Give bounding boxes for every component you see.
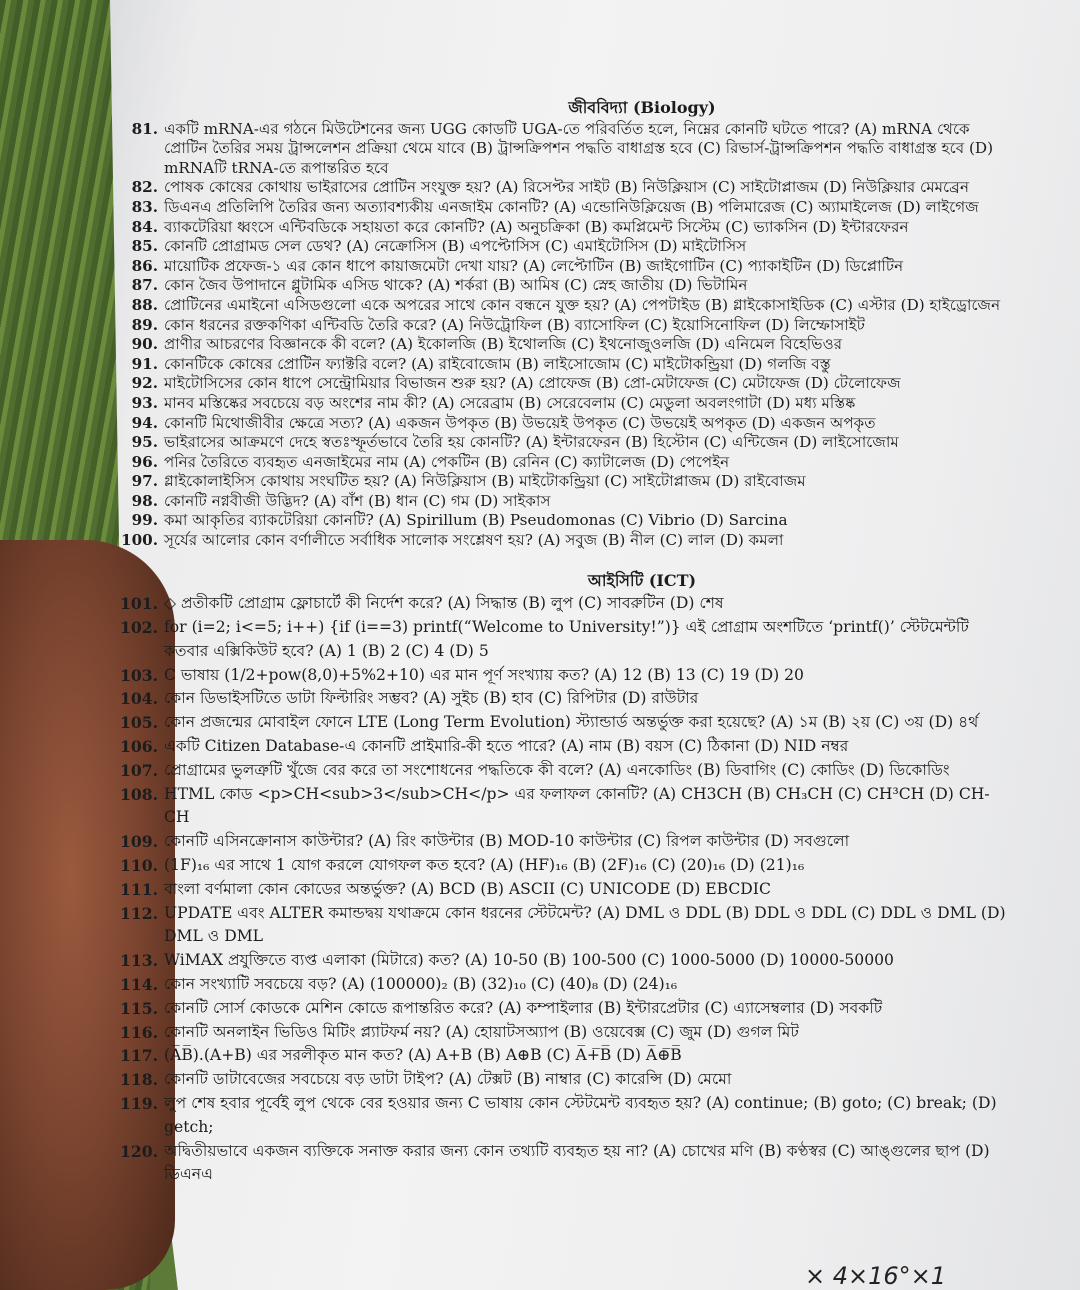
question-number: 115. xyxy=(120,998,158,1018)
question-number: 103. xyxy=(120,665,158,685)
question-text: কোন সংখ্যাটি সবচেয়ে বড়? (A) (100000)₂ (B) (32)₁₀ (C) (40)₈ (D) (24)₁₆ xyxy=(164,975,678,993)
question-number: 100. xyxy=(121,531,158,550)
question-content xyxy=(112,98,1012,1187)
question-text: মায়োটিক প্রফেজ-১ এর কোন ধাপে কায়াজমেটা দেখা যায়? (A) লেপ্টোটিন (B) জাইগোটিন (C) প্যাকাইটিন (D) ডিপ্লোটিন xyxy=(164,256,904,275)
question-item xyxy=(112,374,1012,394)
question-number: 109. xyxy=(120,832,158,852)
question-text: কোনটি সোর্স কোডকে মেশিন কোডে রূপান্তরিত করে? (A) কম্পাইলার (B) ইন্টারপ্রেটার (C) এ্যাসেম্বলার (D) সবকটি xyxy=(164,998,883,1017)
question-number: 84. xyxy=(131,217,158,236)
question-text: for (i=2; i<=5; i++) {if (i==3) printf(“Welcome to University!”)} এই প্রোগ্রাম অংশটিতে ‘printf()’ স্টেটমেন্টটি কতবার এক্সিকিউট হবে? (A) 1 (B) 2 (C) 4 (D) 5 xyxy=(164,618,969,660)
question-item xyxy=(112,198,1012,218)
question-text: কোনটি অনলাইন ভিডিও মিটিং প্ল্যাটফর্ম নয়? (A) হোয়াটসঅ্যাপ (B) ওয়েবেক্স (C) জুম (D) গুগল মিট xyxy=(164,1022,799,1041)
question-number: 91. xyxy=(131,354,158,373)
question-text: অদ্বিতীয়ভাবে একজন ব্যক্তিকে সনাক্ত করার জন্য কোন তথ্যটি ব্যবহৃত হয় না? (A) চোখের মণি (B) কণ্ঠস্বর (C) আঙ্গুলের ছাপ (D) ডিএনএ xyxy=(164,1141,990,1184)
question-text: কোনটি মিথোজীবীর ক্ষেত্রে সত্য? (A) একজন উপকৃত (B) উভয়েই উপকৃত (C) উভয়েই অপকৃত (D) একজন অপকৃত xyxy=(164,413,876,432)
question-item xyxy=(112,664,1012,688)
question-text: লুপ শেষ হবার পূর্বেই লুপ থেকে বের হওয়ার জন্য C ভাষায় কোন স্টেটমেন্ট ব্যবহৃত হয়? (A) continue; (B) goto; (C) break; (D) getch; xyxy=(164,1093,997,1136)
question-text: ব্যাকটেরিয়া ধ্বংসে এন্টিবডিকে সহায়তা করে কোনটি? (A) অনুচক্রিকা (B) কমপ্লিমেন্ট সিস্টেম (C) ভ্যাকসিন (D) ইন্টারফেরন xyxy=(164,217,909,236)
question-item xyxy=(112,316,1012,336)
question-number: 101. xyxy=(120,594,158,614)
question-text: কোনটি ডাটাবেজের সবচেয়ে বড় ডাটা টাইপ? (A) টেক্সট (B) নাম্বার (C) কারেন্সি (D) মেমো xyxy=(164,1070,732,1089)
biology-question-list xyxy=(112,120,1012,551)
question-number: 107. xyxy=(120,760,158,780)
question-item xyxy=(112,257,1012,277)
question-item xyxy=(112,973,1012,997)
question-text: সূর্যের আলোর কোন বর্ণালীতে সর্বাধিক সালোক সংশ্লেষণ হয়? (A) সবুজ (B) নীল (C) লাল (D) কমলা xyxy=(164,531,784,550)
question-number: 110. xyxy=(120,856,158,876)
ict-section-title: আইসিটি (ICT) xyxy=(587,570,697,590)
question-number: 94. xyxy=(131,413,158,432)
question-number: 81. xyxy=(131,119,158,138)
question-item xyxy=(112,1068,1012,1092)
question-number: 119. xyxy=(120,1093,158,1113)
question-text: C ভাষায় (1/2+pow(8,0)+5%2+10) এর মান পূর্ণ সংখ্যায় কত? (A) 12 (B) 13 (C) 19 (D) 20 xyxy=(164,665,804,684)
question-text: ◇ প্রতীকটি প্রোগ্রাম ফ্লোচার্টে কী নির্দেশ করে? (A) সিদ্ধান্ত (B) লুপ (C) সাবরুটিন (D) শেষ xyxy=(164,594,724,613)
question-text: কোনটিকে কোষের প্রোটিন ফ্যাক্টরি বলে? (A) রাইবোজোম (B) লাইসোজোম (C) মাইটোকন্ড্রিয়া (D) গলজি বস্তু xyxy=(164,354,831,373)
question-number: 108. xyxy=(120,784,158,804)
question-number: 83. xyxy=(131,197,158,216)
question-text: কোন জৈব উপাদানে গ্লুটামিক এসিড থাকে? (A) শর্করা (B) আমিষ (C) স্নেহ জাতীয় (D) ভিটামিন xyxy=(164,276,748,295)
question-number: 105. xyxy=(120,713,158,733)
question-number: 98. xyxy=(131,491,158,510)
question-item xyxy=(112,878,1012,902)
question-text: পোষক কোষের কোথায় ভাইরাসের প্রোটিন সংযুক্ত হয়? (A) রিসেপ্টর সাইট (B) নিউক্লিয়াস (C) সাইটোপ্লাজম (D) নিউক্লিয়ার মেমব্রেন xyxy=(164,178,970,197)
question-text: UPDATE এবং ALTER কমান্ডদ্বয় যথাক্রমে কোন ধরনের স্টেটমেন্ট? (A) DML ও DDL (B) DDL ও DDL (C) DDL ও DML (D) DML ও DML xyxy=(164,903,1006,946)
question-item xyxy=(112,511,1012,531)
question-number: 90. xyxy=(131,335,158,354)
question-number: 93. xyxy=(131,393,158,412)
ict-question-list xyxy=(112,592,1012,1187)
question-item xyxy=(112,1140,1012,1188)
question-item xyxy=(112,394,1012,414)
question-number: 117. xyxy=(120,1046,158,1066)
question-text: একটি Citizen Database-এ কোনটি প্রাইমারি-কী হতে পারে? (A) নাম (B) বয়স (C) ঠিকানা (D) NID নম্বর xyxy=(164,737,849,756)
question-text: মাইটোসিসের কোন ধাপে সেন্ট্রোমিয়ার বিভাজন শুরু হয়? (A) প্রোফেজ (B) প্রো-মেটাফেজ (C) মেটাফেজ (D) টেলোফেজ xyxy=(164,374,901,393)
question-number: 99. xyxy=(131,511,158,530)
question-number: 113. xyxy=(120,951,158,971)
question-number: 118. xyxy=(120,1070,158,1090)
question-number: 120. xyxy=(120,1141,158,1161)
question-text: কোনটি নগ্নবীজী উদ্ভিদ? (A) বাঁশ (B) ধান (C) গম (D) সাইকাস xyxy=(164,491,551,510)
question-item xyxy=(112,997,1012,1021)
question-text: কমা আকৃতির ব্যাকটেরিয়া কোনটি? (A) Spirillum (B) Pseudomonas (C) Vibrio (D) Sarcina xyxy=(164,511,788,530)
question-item xyxy=(112,433,1012,453)
question-number: 97. xyxy=(131,472,158,491)
question-number: 111. xyxy=(120,879,158,899)
question-text: প্রাণীর আচরণের বিজ্ঞানকে কী বলে? (A) ইকোলজি (B) ইথোলজি (C) ইথনোজুওলজি (D) এনিমেল বিহেভিওর xyxy=(164,335,843,354)
question-item xyxy=(112,1092,1012,1140)
question-item xyxy=(112,355,1012,375)
question-item xyxy=(112,178,1012,198)
question-number: 86. xyxy=(131,256,158,275)
question-number: 96. xyxy=(131,452,158,471)
question-item xyxy=(112,414,1012,434)
question-number: 82. xyxy=(131,178,158,197)
question-item xyxy=(112,735,1012,759)
question-item xyxy=(112,949,1012,973)
question-text: পনির তৈরিতে ব্যবহৃত এনজাইমের নাম (A) পেকটিন (B) রেনিন (C) ক্যাটালেজ (D) পেপেইন xyxy=(164,452,730,471)
question-number: 85. xyxy=(131,237,158,256)
question-item xyxy=(112,687,1012,711)
question-number: 106. xyxy=(120,737,158,757)
question-text: ডিএনএ প্রতিলিপি তৈরির জন্য অত্যাবশ্যকীয় এনজাইম কোনটি? (A) এন্ডোনিউক্লিয়েজ (B) পলিমারেজ (C) অ্যামাইলেজ (D) লাইগেজ xyxy=(164,197,979,216)
question-text: কোনটি এসিনক্রোনাস কাউন্টার? (A) রিং কাউন্টার (B) MOD-10 কাউন্টার (C) রিপল কাউন্টার (D) সবগুলো xyxy=(164,832,850,851)
question-text: (1F)₁₆ এর সাথে 1 যোগ করলে যোগফল কত হবে? (A) (HF)₁₆ (B) (2F)₁₆ (C) (20)₁₆ (D) (21)₁₆ xyxy=(164,856,805,875)
question-item xyxy=(112,1044,1012,1068)
question-item xyxy=(112,453,1012,473)
question-item xyxy=(112,759,1012,783)
question-item xyxy=(112,120,1012,179)
question-number: 88. xyxy=(131,295,158,314)
question-item xyxy=(112,783,1012,831)
question-item xyxy=(112,492,1012,512)
question-text: কোন প্রজন্মের মোবাইল ফোনে LTE (Long Term Evolution) স্ট্যান্ডার্ড অন্তর্ভুক্ত করা হয়েছে? (A) ১ম (B) ২য় (C) ৩য় (D) ৪র্থ xyxy=(164,713,979,732)
question-item xyxy=(112,854,1012,878)
question-number: 95. xyxy=(131,433,158,452)
question-number: 114. xyxy=(120,975,158,994)
handwritten-scribble: × 4×16°×1 xyxy=(805,1262,947,1290)
question-item xyxy=(112,1021,1012,1045)
question-number: 112. xyxy=(120,903,158,923)
biology-section-title: জীববিদ্যা (Biology) xyxy=(568,98,716,117)
question-item xyxy=(112,296,1012,316)
question-item xyxy=(112,616,1012,664)
question-text: ভাইরাসের আক্রমণে দেহে স্বতঃস্ফূর্তভাবে তৈরি হয় কোনটি? (A) ইন্টারফেরন (B) হিস্টোন (C) এন্টিজেন (D) লাইসোজোম xyxy=(164,433,899,452)
question-item xyxy=(112,335,1012,355)
question-text: প্রোগ্রামের ভুলত্রুটি খুঁজে বের করে তা সংশোধনের পদ্ধতিকে কী বলে? (A) এনকোডিং (B) ডিবাগিং (C) কোডিং (D) ডিকোডিং xyxy=(164,760,950,779)
question-number: 87. xyxy=(131,276,158,295)
question-text: কোন ধরনের রক্তকণিকা এন্টিবডি তৈরি করে? (A) নিউট্রোফিল (B) ব্যাসোফিল (C) ইয়োসিনোফিল (D) লিম্ফোসাইট xyxy=(164,315,865,334)
question-text: বাংলা বর্ণমালা কোন কোডের অন্তর্ভুক্ত? (A) BCD (B) ASCII (C) UNICODE (D) EBCDIC xyxy=(164,879,771,898)
question-text: WiMAX প্রযুক্তিতে ব্যপ্ত এলাকা (মিটারে) কত? (A) 10-50 (B) 100-500 (C) 1000-5000 (D) 10000-50000 xyxy=(164,951,894,970)
question-number: 104. xyxy=(120,689,158,709)
question-item xyxy=(112,531,1012,551)
question-text: মানব মস্তিষ্কের সবচেয়ে বড় অংশের নাম কী? (A) সেরেব্রাম (B) সেরেবেলাম (C) মেডুলা অবলংগাটা (D) মধ্য মস্তিষ্ক xyxy=(164,393,856,412)
question-number: 92. xyxy=(131,374,158,393)
question-text: কোনটি প্রোগ্রামড সেল ডেথ? (A) নেক্রোসিস (B) এপপ্টোসিস (C) এমাইটোসিস (D) মাইটোসিস xyxy=(164,237,747,256)
question-number: 89. xyxy=(131,315,158,334)
question-item xyxy=(112,902,1012,950)
question-item xyxy=(112,276,1012,296)
question-text: HTML কোড <p>CH<sub>3</sub>CH</p> এর ফলাফল কোনটি? (A) CH3CH (B) CH₃CH (C) CH³CH (D) CH-CH xyxy=(164,784,990,827)
question-item xyxy=(112,592,1012,616)
question-text: কোন ডিভাইসটিতে ডাটা ফিল্টারিং সম্ভব? (A) সুইচ (B) হাব (C) রিপিটার (D) রাউটার xyxy=(164,689,699,708)
question-number: 116. xyxy=(120,1022,158,1042)
question-text: একটি mRNA-এর গঠনে মিউটেশনের জন্য UGG কোডটি UGA-তে পরিবর্তিত হলে, নিম্নের কোনটি ঘটতে পারে? (A) mRNA থেকে প্রোটিন তৈরির সময় ট্রান্সলেশন প্রক্রিয়া থেমে যাবে (B) ট্রান্সক্রিপশন পদ্ধতি বাধাগ্রস্ত হবে (C) রিভার্স-ট্রান্সক্রিপশন পদ্ধতি বাধাগ্রস্ত হবে (D) mRNAটি tRNA-তে রূপান্তরিত হবে xyxy=(164,119,994,177)
question-text: প্রোটিনের এমাইনো এসিডগুলো একে অপরের সাথে কোন বন্ধনে যুক্ত হয়? (A) পেপটাইড (B) গ্লাইকোসাইডিক (C) এস্টার (D) হাইড্রোজেন xyxy=(164,295,1001,314)
question-item xyxy=(112,472,1012,492)
question-item xyxy=(112,237,1012,257)
question-item xyxy=(112,711,1012,735)
question-item xyxy=(112,830,1012,854)
question-item xyxy=(112,218,1012,238)
question-text: গ্লাইকোলাইসিস কোথায় সংঘটিত হয়? (A) নিউক্লিয়াস (B) মাইটোকন্ড্রিয়া (C) সাইটোপ্লাজম (D) রাইবোজম xyxy=(164,472,806,491)
question-text: (A̅B̅).(A+B) এর সরলীকৃত মান কত? (A) A+B (B) A⊕B (C) A̅+̅B̅ (D) A̅⊕̅B̅ xyxy=(164,1046,682,1065)
question-number: 102. xyxy=(120,618,158,638)
